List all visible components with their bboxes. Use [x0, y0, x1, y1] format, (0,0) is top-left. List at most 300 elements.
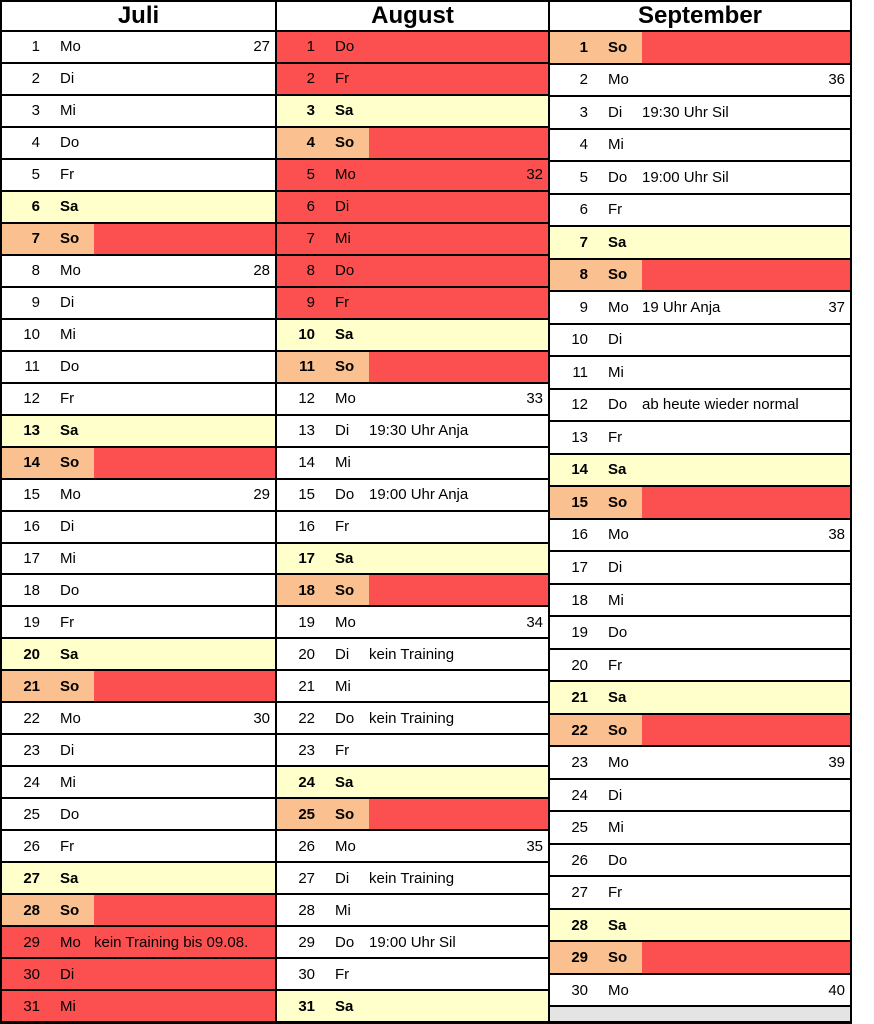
- day-row-left: [277, 639, 369, 669]
- day-row: [550, 617, 850, 650]
- day-number: 29: [23, 933, 40, 951]
- day-number: 4: [306, 134, 315, 152]
- weekday-label: Mi: [60, 773, 76, 791]
- day-row-left: [2, 639, 94, 669]
- day-row-left: [277, 320, 369, 350]
- day-row: [277, 256, 548, 288]
- week-number: 36: [828, 71, 845, 89]
- day-row-right: [369, 544, 548, 574]
- day-row-right: [369, 671, 548, 701]
- day-row-left: [277, 256, 369, 286]
- day-number: 16: [298, 518, 315, 536]
- weekday-label: Fr: [608, 656, 623, 674]
- day-row: [550, 65, 850, 98]
- week-number: 30: [253, 709, 270, 727]
- day-row: [550, 195, 850, 228]
- day-row-left: [2, 799, 94, 829]
- weekday-label: Mi: [60, 102, 76, 120]
- day-row-right: [642, 585, 850, 616]
- day-number: 8: [31, 262, 40, 280]
- day-row: [277, 671, 548, 703]
- month-rows-august: [277, 32, 548, 1021]
- day-number: 27: [23, 869, 40, 887]
- day-row-left: [277, 512, 369, 542]
- day-number: 19: [571, 624, 588, 642]
- day-row-left: [550, 910, 642, 941]
- weekday-label: Mo: [335, 613, 356, 631]
- weekday-label: Mi: [335, 230, 351, 248]
- day-number: 17: [298, 549, 315, 567]
- day-row-right: [642, 877, 850, 908]
- weekday-label: Do: [608, 851, 628, 869]
- weekday-label: So: [608, 721, 628, 739]
- day-number: 9: [31, 294, 40, 312]
- day-row-left: [2, 767, 94, 797]
- day-row-left: [550, 942, 642, 973]
- month-header-juli: Juli: [2, 2, 275, 32]
- weekday-label: Sa: [60, 645, 79, 663]
- day-row: [2, 799, 275, 831]
- weekday-label: Do: [335, 38, 355, 56]
- day-row: [277, 32, 548, 64]
- day-row-right: [642, 520, 850, 551]
- day-note: 19:00 Uhr Sil: [642, 168, 729, 186]
- day-row-left: [550, 162, 642, 193]
- day-row-right: [369, 607, 548, 637]
- weekday-label: Mo: [60, 933, 81, 951]
- day-row: [550, 130, 850, 163]
- day-row: [550, 910, 850, 943]
- day-row-right: [642, 552, 850, 583]
- day-row: [2, 448, 275, 480]
- day-row-right: [369, 959, 548, 989]
- day-row: [2, 384, 275, 416]
- day-row-right: [369, 448, 548, 478]
- day-row-left: [550, 357, 642, 388]
- day-row-right: [369, 160, 548, 190]
- day-row: [277, 895, 548, 927]
- day-row: [277, 799, 548, 831]
- weekday-label: Do: [608, 168, 628, 186]
- day-row: [550, 585, 850, 618]
- day-row-right: [369, 384, 548, 414]
- day-row: [277, 64, 548, 96]
- day-number: 23: [571, 754, 588, 772]
- weekday-label: So: [608, 266, 628, 284]
- day-row-left: [550, 975, 642, 1006]
- day-row-left: [277, 160, 369, 190]
- day-row: [277, 639, 548, 671]
- day-row-right: [369, 735, 548, 765]
- day-row-right: [642, 910, 850, 941]
- weekday-label: Fr: [335, 965, 350, 983]
- day-row-left: [277, 224, 369, 254]
- day-row-right: [369, 895, 548, 925]
- day-number: 11: [299, 358, 315, 376]
- day-row: [2, 480, 275, 512]
- day-row-right: [369, 863, 548, 893]
- weekday-label: Fr: [608, 428, 623, 446]
- day-number: 24: [23, 773, 40, 791]
- weekday-label: So: [60, 677, 80, 695]
- weekday-label: Mi: [60, 997, 76, 1015]
- day-row: [2, 831, 275, 863]
- day-row: [2, 320, 275, 352]
- day-row-left: [550, 325, 642, 356]
- day-row-left: [2, 991, 94, 1021]
- day-row-left: [550, 845, 642, 876]
- day-row-left: [277, 448, 369, 478]
- weekday-label: Fr: [335, 294, 350, 312]
- day-number: 25: [23, 805, 40, 823]
- weekday-label: Mi: [335, 901, 351, 919]
- day-row-left: [277, 575, 369, 605]
- weekday-label: Di: [335, 869, 350, 887]
- day-row: [277, 863, 548, 895]
- day-row-right: [369, 192, 548, 222]
- day-row-right: [94, 320, 275, 350]
- weekday-label: Di: [60, 965, 75, 983]
- day-row-right: [94, 544, 275, 574]
- day-number: 2: [579, 71, 588, 89]
- day-row: [2, 959, 275, 991]
- day-number: 27: [571, 884, 588, 902]
- day-number: 24: [298, 773, 315, 791]
- day-number: 4: [579, 136, 588, 154]
- day-row-left: [550, 390, 642, 421]
- day-row-left: [550, 715, 642, 746]
- day-row-right: [642, 747, 850, 778]
- weekday-label: Di: [335, 645, 350, 663]
- day-number: 6: [579, 201, 588, 219]
- day-number: 30: [298, 965, 315, 983]
- day-row: [277, 959, 548, 991]
- day-row: [277, 767, 548, 799]
- weekday-label: Fr: [60, 166, 75, 184]
- weekday-label: Mi: [608, 363, 624, 381]
- day-number: 10: [23, 326, 40, 344]
- day-row-right: [642, 975, 850, 1006]
- day-row: [2, 128, 275, 160]
- day-row: [277, 607, 548, 639]
- day-row-left: [2, 128, 94, 158]
- day-row-left: [550, 812, 642, 843]
- day-row-left: [2, 352, 94, 382]
- weekday-label: Do: [60, 581, 80, 599]
- day-row-right: [94, 480, 275, 510]
- day-row: [2, 703, 275, 735]
- day-row-left: [550, 617, 642, 648]
- day-number: 8: [579, 266, 588, 284]
- day-row: [550, 682, 850, 715]
- day-row-left: [550, 65, 642, 96]
- week-number: 38: [828, 526, 845, 544]
- day-row: [277, 544, 548, 576]
- weekday-label: Do: [335, 933, 355, 951]
- weekday-label: Sa: [608, 233, 627, 251]
- day-row: [550, 325, 850, 358]
- day-row-left: [2, 288, 94, 318]
- day-row-right: [369, 927, 548, 957]
- week-number: 34: [526, 613, 543, 631]
- day-row-left: [2, 895, 94, 925]
- day-row: [550, 715, 850, 748]
- weekday-label: So: [335, 805, 355, 823]
- day-row-right: [642, 812, 850, 843]
- day-row-right: [94, 352, 275, 382]
- week-number: 29: [253, 486, 270, 504]
- day-row: [550, 227, 850, 260]
- day-row: [550, 97, 850, 130]
- day-number: 9: [579, 298, 588, 316]
- day-row-right: [369, 703, 548, 733]
- day-row-right: [94, 575, 275, 605]
- day-row: [2, 575, 275, 607]
- weekday-label: Do: [335, 709, 355, 727]
- day-row-right: [94, 224, 275, 254]
- weekday-label: Mo: [60, 262, 81, 280]
- day-row-right: [642, 162, 850, 193]
- weekday-label: Do: [60, 805, 80, 823]
- weekday-label: Mi: [608, 136, 624, 154]
- weekday-label: Di: [608, 103, 623, 121]
- weekday-label: Do: [60, 358, 80, 376]
- day-row-left: [277, 480, 369, 510]
- day-number: 14: [298, 454, 315, 472]
- weekday-label: So: [60, 454, 80, 472]
- day-row-left: [2, 32, 94, 62]
- day-number: 18: [23, 581, 40, 599]
- weekday-label: Do: [60, 134, 80, 152]
- day-row-right: [94, 384, 275, 414]
- day-number: 11: [572, 363, 588, 381]
- day-row-left: [277, 192, 369, 222]
- day-number: 29: [298, 933, 315, 951]
- day-note: 19:30 Uhr Sil: [642, 103, 729, 121]
- month-column-september: [550, 2, 850, 1021]
- day-row-left: [277, 895, 369, 925]
- day-number: 1: [306, 38, 315, 56]
- day-number: 7: [31, 230, 40, 248]
- day-row: [2, 512, 275, 544]
- weekday-label: Sa: [60, 422, 79, 440]
- day-row-right: [369, 575, 548, 605]
- day-row-right: [642, 780, 850, 811]
- day-row-right: [94, 192, 275, 222]
- day-number: 19: [23, 613, 40, 631]
- weekday-label: So: [608, 949, 628, 967]
- day-number: 15: [298, 486, 315, 504]
- week-number: 39: [828, 754, 845, 772]
- day-row: [277, 991, 548, 1021]
- day-row-left: [2, 831, 94, 861]
- day-row: [2, 64, 275, 96]
- day-row: [550, 162, 850, 195]
- day-row: [277, 96, 548, 128]
- day-number: 6: [306, 198, 315, 216]
- day-number: 2: [306, 70, 315, 88]
- day-note: 19 Uhr Anja: [642, 298, 721, 316]
- day-row-left: [277, 64, 369, 94]
- day-row: [277, 384, 548, 416]
- weekday-label: Fr: [335, 741, 350, 759]
- day-row: [550, 422, 850, 455]
- day-row: [550, 845, 850, 878]
- day-row-right: [369, 639, 548, 669]
- day-row-right: [642, 487, 850, 518]
- day-number: 23: [23, 741, 40, 759]
- day-row: [2, 544, 275, 576]
- day-number: 1: [579, 38, 588, 56]
- weekday-label: Di: [608, 786, 623, 804]
- day-row-right: [94, 991, 275, 1021]
- day-row-left: [2, 927, 94, 957]
- day-number: 21: [298, 677, 315, 695]
- day-row: [550, 390, 850, 423]
- day-row-right: [369, 64, 548, 94]
- day-row-right: [642, 617, 850, 648]
- day-row-right: [94, 959, 275, 989]
- day-number: 3: [31, 102, 40, 120]
- day-number: 18: [571, 591, 588, 609]
- week-number: 28: [253, 262, 270, 280]
- weekday-label: Sa: [335, 997, 354, 1015]
- day-row: [277, 735, 548, 767]
- day-number: 15: [23, 486, 40, 504]
- weekday-label: Mo: [608, 526, 629, 544]
- day-row-left: [550, 552, 642, 583]
- day-row-right: [94, 895, 275, 925]
- day-row: [2, 863, 275, 895]
- day-row-right: [369, 767, 548, 797]
- day-number: 21: [23, 677, 40, 695]
- day-note: kein Training: [369, 709, 455, 727]
- day-number: 27: [298, 869, 315, 887]
- day-row-left: [550, 877, 642, 908]
- day-row-left: [277, 703, 369, 733]
- weekday-label: Mi: [335, 677, 351, 695]
- weekday-label: Mo: [60, 486, 81, 504]
- day-number: 19: [298, 613, 315, 631]
- weekday-label: Fr: [60, 837, 75, 855]
- day-row-right: [94, 128, 275, 158]
- day-number: 22: [571, 721, 588, 739]
- week-number: 35: [526, 837, 543, 855]
- weekday-label: Do: [335, 486, 355, 504]
- day-row: [277, 703, 548, 735]
- day-note: ab heute wieder normal: [642, 396, 799, 414]
- day-number: 7: [306, 230, 315, 248]
- day-row: [2, 256, 275, 288]
- weekday-label: Do: [335, 262, 355, 280]
- weekday-label: Mo: [335, 837, 356, 855]
- day-row-right: [642, 227, 850, 258]
- day-row-left: [277, 671, 369, 701]
- day-row: [2, 639, 275, 671]
- weekday-label: Di: [608, 559, 623, 576]
- day-number: 20: [571, 656, 588, 674]
- day-number: 6: [31, 198, 40, 216]
- weekday-label: Di: [335, 198, 350, 216]
- day-row: [550, 747, 850, 780]
- day-row-right: [369, 288, 548, 318]
- day-number: 3: [306, 102, 315, 120]
- day-row-left: [277, 32, 369, 62]
- day-row-right: [94, 288, 275, 318]
- day-row-left: [2, 544, 94, 574]
- day-row-left: [2, 671, 94, 701]
- empty-cell: [550, 1007, 850, 1021]
- day-row: [2, 352, 275, 384]
- day-note: kein Training: [369, 645, 455, 663]
- day-row-left: [2, 607, 94, 637]
- weekday-label: Do: [608, 396, 628, 414]
- day-row-left: [2, 320, 94, 350]
- day-row-right: [642, 422, 850, 453]
- day-number: 25: [298, 805, 315, 823]
- day-row: [277, 512, 548, 544]
- day-row-left: [277, 799, 369, 829]
- weekday-label: Mo: [608, 298, 629, 316]
- day-note: kein Training: [369, 869, 455, 887]
- weekday-label: Sa: [60, 198, 79, 216]
- day-row-right: [94, 863, 275, 893]
- week-number: 37: [828, 298, 845, 316]
- day-row: [2, 192, 275, 224]
- day-number: 22: [298, 709, 315, 727]
- day-number: 3: [579, 103, 588, 121]
- day-row: [277, 192, 548, 224]
- day-row: [550, 552, 850, 585]
- day-row: [550, 877, 850, 910]
- weekday-label: So: [60, 230, 80, 248]
- day-row-left: [277, 352, 369, 382]
- day-row-right: [369, 32, 548, 62]
- day-row-right: [94, 96, 275, 126]
- day-number: 28: [571, 916, 588, 934]
- day-row-left: [277, 416, 369, 446]
- day-row: [277, 575, 548, 607]
- day-row: [550, 455, 850, 488]
- day-number: 1: [31, 38, 40, 56]
- day-row-left: [550, 227, 642, 258]
- day-row-left: [277, 384, 369, 414]
- day-row-right: [94, 512, 275, 542]
- weekday-label: So: [335, 358, 355, 376]
- day-number: 11: [24, 358, 40, 376]
- day-number: 5: [306, 166, 315, 184]
- day-row-right: [642, 32, 850, 63]
- day-row-right: [94, 160, 275, 190]
- month-column-august: [277, 2, 550, 1021]
- day-number: 17: [571, 559, 588, 576]
- day-row-left: [2, 703, 94, 733]
- day-number: 14: [23, 454, 40, 472]
- day-row-left: [550, 487, 642, 518]
- day-row-left: [550, 195, 642, 226]
- weekday-label: Fr: [335, 518, 350, 536]
- weekday-label: Di: [60, 294, 75, 312]
- day-row: [277, 352, 548, 384]
- weekday-label: Mi: [608, 591, 624, 609]
- day-row-right: [642, 455, 850, 486]
- day-row-right: [94, 32, 275, 62]
- day-row: [550, 975, 850, 1008]
- day-row-right: [369, 991, 548, 1021]
- day-note: kein Training bis 09.08.: [94, 933, 249, 951]
- day-row-left: [2, 863, 94, 893]
- day-row: [2, 160, 275, 192]
